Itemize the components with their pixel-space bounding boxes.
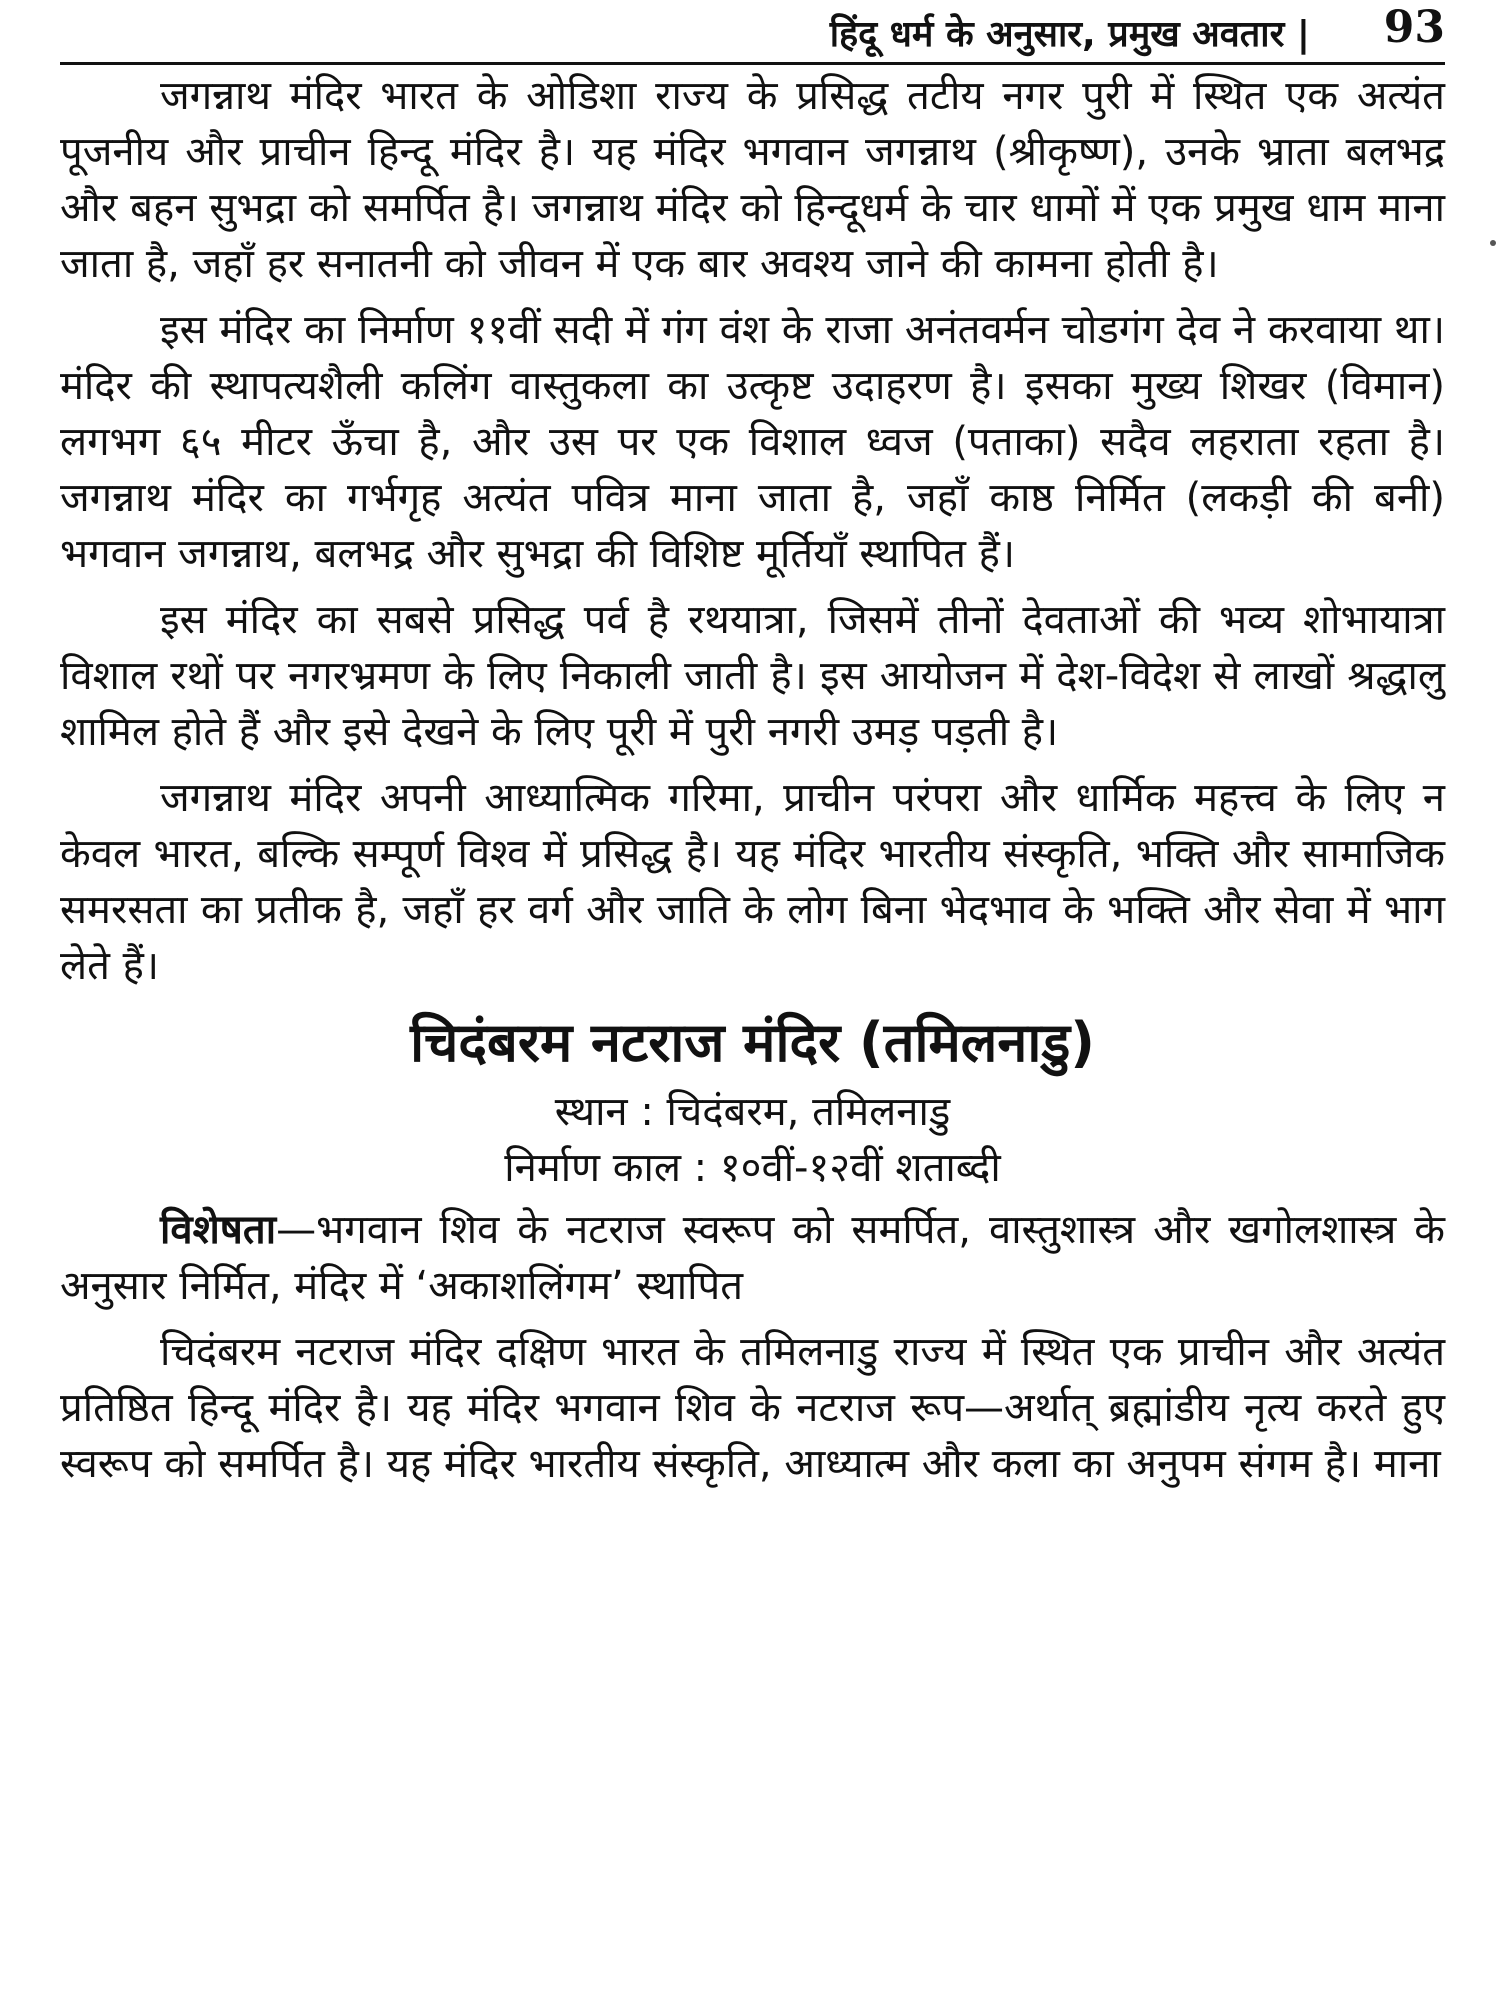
chidambaram-paragraph-1: चिदंबरम नटराज मंदिर दक्षिण भारत के तमिलनाडु राज्य में स्थित एक प्राचीन और अत्यंत प्रतिष्ठित हिन्दू मंदिर है। यह मंदिर भगवान शिव के नटराज रूप—अर्थात् ब्रह्मांडीय नृत्य करते हुए स्वरूप को समर्पित है। यह मंदिर भारतीय संस्कृति, आध्यात्म और कला का अनुपम संगम है। माना xyxy=(60,1329,1445,1487)
location-line: स्थान : चिदंबरम, तमिलनाडु xyxy=(554,1089,951,1135)
section-heading-chidambaram: चिदंबरम नटराज मंदिर (तमिलनाडु) xyxy=(410,1011,1095,1074)
jagannath-paragraph-3: इस मंदिर का सबसे प्रसिद्ध पर्व है रथयात्रा, जिसमें तीनों देवताओं की भव्य शोभायात्रा विशाल रथों पर नगरभ्रमण के लिए निकाली जाती है। इस आयोजन में देश-विदेश से लाखों श्रद्धालु शामिल होते हैं और इसे देखने के लिए पूरी में पुरी नगरी उमड़ पड़ती है। xyxy=(60,597,1445,755)
jagannath-paragraph-1: जगन्नाथ मंदिर भारत के ओडिशा राज्य के प्रसिद्ध तटीय नगर पुरी में स्थित एक अत्यंत पूजनीय और प्राचीन हिन्दू मंदिर है। यह मंदिर भगवान जगन्नाथ (श्रीकृष्ण), उनके भ्राता बलभद्र और बहन सुभद्रा को समर्पित है। जगन्नाथ मंदिर को हिन्दूधर्म के चार धामों में एक प्रमुख धाम माना जाता है, जहाँ हर सनातनी को जीवन में एक बार अवश्य जाने की कामना होती है। xyxy=(60,73,1445,287)
feature-text: —भगवान शिव के नटराज स्वरूप को समर्पित, वास्तुशास्त्र और खगोलशास्त्र के अनुसार निर्मित, मंदिर में ‘अकाशलिंगम’ स्थापित xyxy=(60,1207,1445,1309)
jagannath-paragraph-4: जगन्नाथ मंदिर अपनी आध्यात्मिक गरिमा, प्राचीन परंपरा और धार्मिक महत्त्व के लिए न केवल भारत, बल्कि सम्पूर्ण विश्व में प्रसिद्ध है। यह मंदिर भारतीय संस्कृति, भक्ति और सामाजिक समरसता का प्रतीक है, जहाँ हर वर्ग और जाति के लोग बिना भेदभाव के भक्ति और सेवा में भाग लेते हैं। xyxy=(60,775,1445,989)
book-page xyxy=(60,0,1445,2000)
body-text xyxy=(60,68,1445,1502)
jagannath-paragraph-2: इस मंदिर का निर्माण ११वीं सदी में गंग वंश के राजा अनंतवर्मन चोडगंग देव ने करवाया था। मंदिर की स्थापत्यशैली कलिंग वास्तुकला का उत्कृष्ट उदाहरण है। इसका मुख्य शिखर (विमान) लगभग ६५ मीटर ऊँचा है, और उस पर एक विशाल ध्वज (पताका) सदैव लहराता रहता है। जगन्नाथ मंदिर का गर्भगृह अत्यंत पवित्र माना जाता है, जहाँ काष्ठ निर्मित (लकड़ी की बनी) भगवान जगन्नाथ, बलभद्र और सुभद्रा की विशिष्ट मूर्तियाँ स्थापित हैं। xyxy=(60,307,1445,577)
page-number: 93 xyxy=(1383,2,1445,53)
temple-meta xyxy=(60,1084,1445,1196)
running-title: हिंदू धर्म के अनुसार, प्रमुख अवतार | xyxy=(829,14,1310,55)
feature-paragraph xyxy=(60,1202,1445,1314)
feature-label: विशेषता xyxy=(160,1207,277,1253)
scan-speck xyxy=(1490,240,1496,246)
running-header xyxy=(60,0,1445,65)
construction-period-line: निर्माण काल : १०वीं-१२वीं शताब्दी xyxy=(504,1145,1001,1191)
